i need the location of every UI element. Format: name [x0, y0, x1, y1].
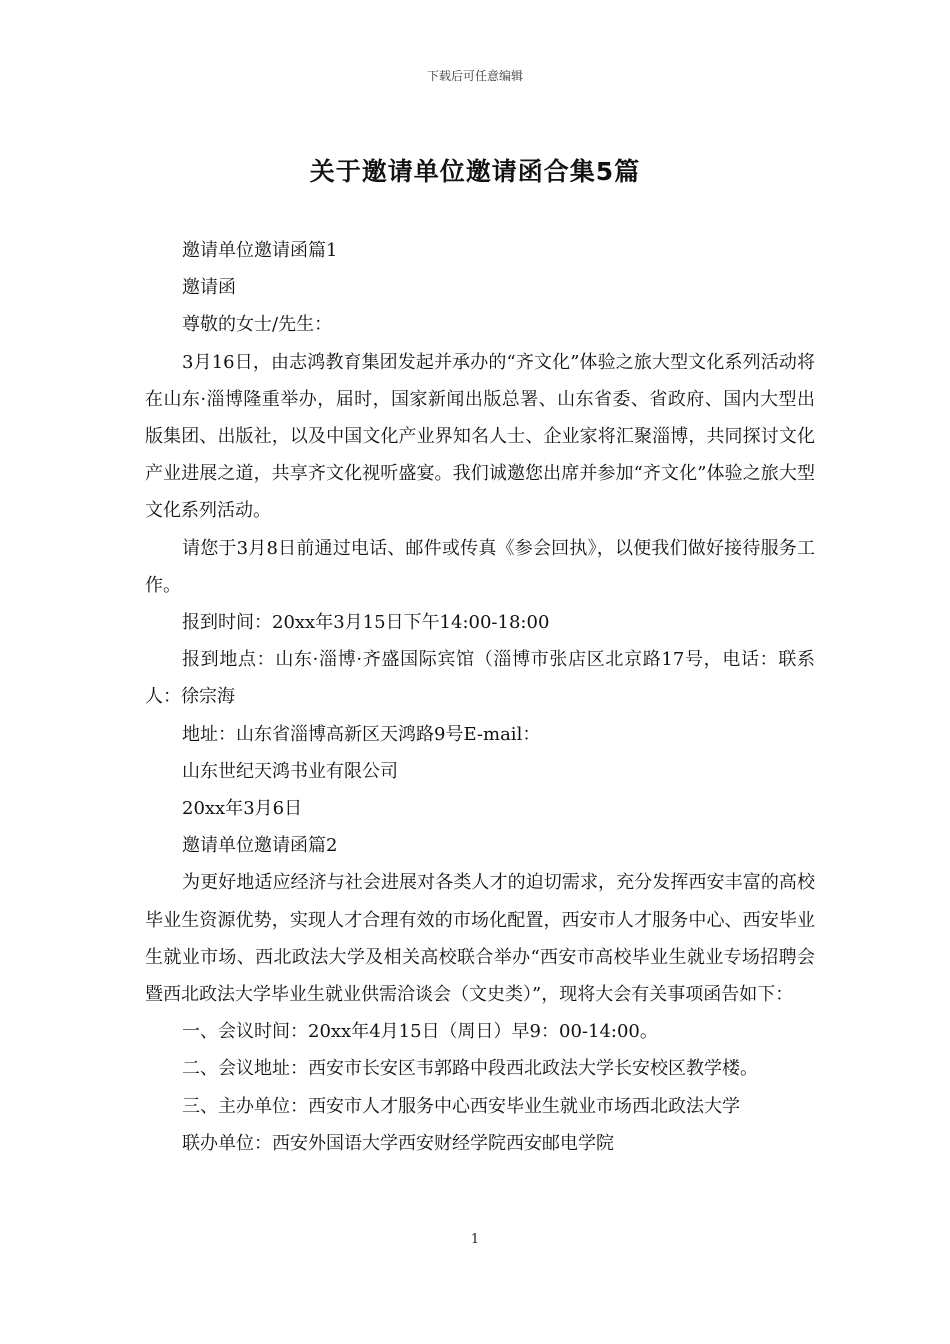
paragraph-reply-request: 请您于3月8日前通过电话、邮件或传真《参会回执》，以便我们做好接待服务工作。 [145, 537, 815, 596]
paragraph-co-organizers: 联办单位：西安外国语大学西安财经学院西安邮电学院 [182, 1132, 614, 1154]
page-number: 1 [470, 1232, 480, 1247]
paragraph-date: 20xx年3月6日 [182, 798, 303, 820]
paragraph-checkin-location: 报到地点：山东·淄博·齐盛国际宾馆（淄博市张店区北京路17号，电话：联系人：徐宗海 [145, 649, 815, 708]
paragraph-section-heading-1: 邀请单位邀请函篇1 [182, 240, 338, 261]
paragraph-organizers: 三、主办单位：西安市人才服务中心西安毕业生就业市场西北政法大学 [182, 1095, 740, 1117]
document-body [145, 232, 815, 1162]
paragraph-letter-title: 邀请函 [182, 277, 236, 299]
paragraph-meeting-time: 一、会议时间：20xx年4月15日（周日）早9：00-14:00。 [182, 1021, 658, 1043]
page-header: 下载后可任意编辑 [426, 69, 523, 83]
paragraph-checkin-time: 报到时间：20xx年3月15日下午14:00-18:00 [182, 612, 550, 634]
document-title: 关于邀请单位邀请函合集5篇 [309, 157, 641, 186]
paragraph-salutation: 尊敬的女士/先生： [182, 314, 333, 336]
paragraph-address: 地址：山东省淄博高新区天鸿路9号E-mail： [182, 723, 541, 745]
paragraph-section-heading-2: 邀请单位邀请函篇2 [182, 835, 338, 857]
paragraph-meeting-address: 二、会议地址：西安市长安区韦郭路中段西北政法大学长安校区教学楼。 [182, 1058, 758, 1080]
paragraph-event-description: 3月16日，由志鸿教育集团发起并承办的“齐文化”体验之旅大型文化系列活动将在山东·淄博隆重举办，届时，国家新闻出版总署、山东省委、省政府、国内大型出版集团、出版社，以及中国文化产业界知名人士、企业家将汇聚淄博，共同探讨文化产业进展之道，共享齐文化视听盛宴。我们诚邀您出席并参加“齐文化”体验之旅大型文化系列活动。 [145, 351, 815, 522]
paragraph-company: 山东世纪天鸿书业有限公司 [182, 760, 398, 782]
paragraph-job-fair-intro: 为更好地适应经济与社会进展对各类人才的迫切需求，充分发挥西安丰富的高校毕业生资源优势，实现人才合理有效的市场化配置，西安市人才服务中心、西安毕业生就业市场、西北政法大学及相关高校联合举办“西安市高校毕业生就业专场招聘会暨西北政法大学毕业生就业供需洽谈会（文史类）”，现将大会有关事项函告如下： [145, 872, 815, 1006]
